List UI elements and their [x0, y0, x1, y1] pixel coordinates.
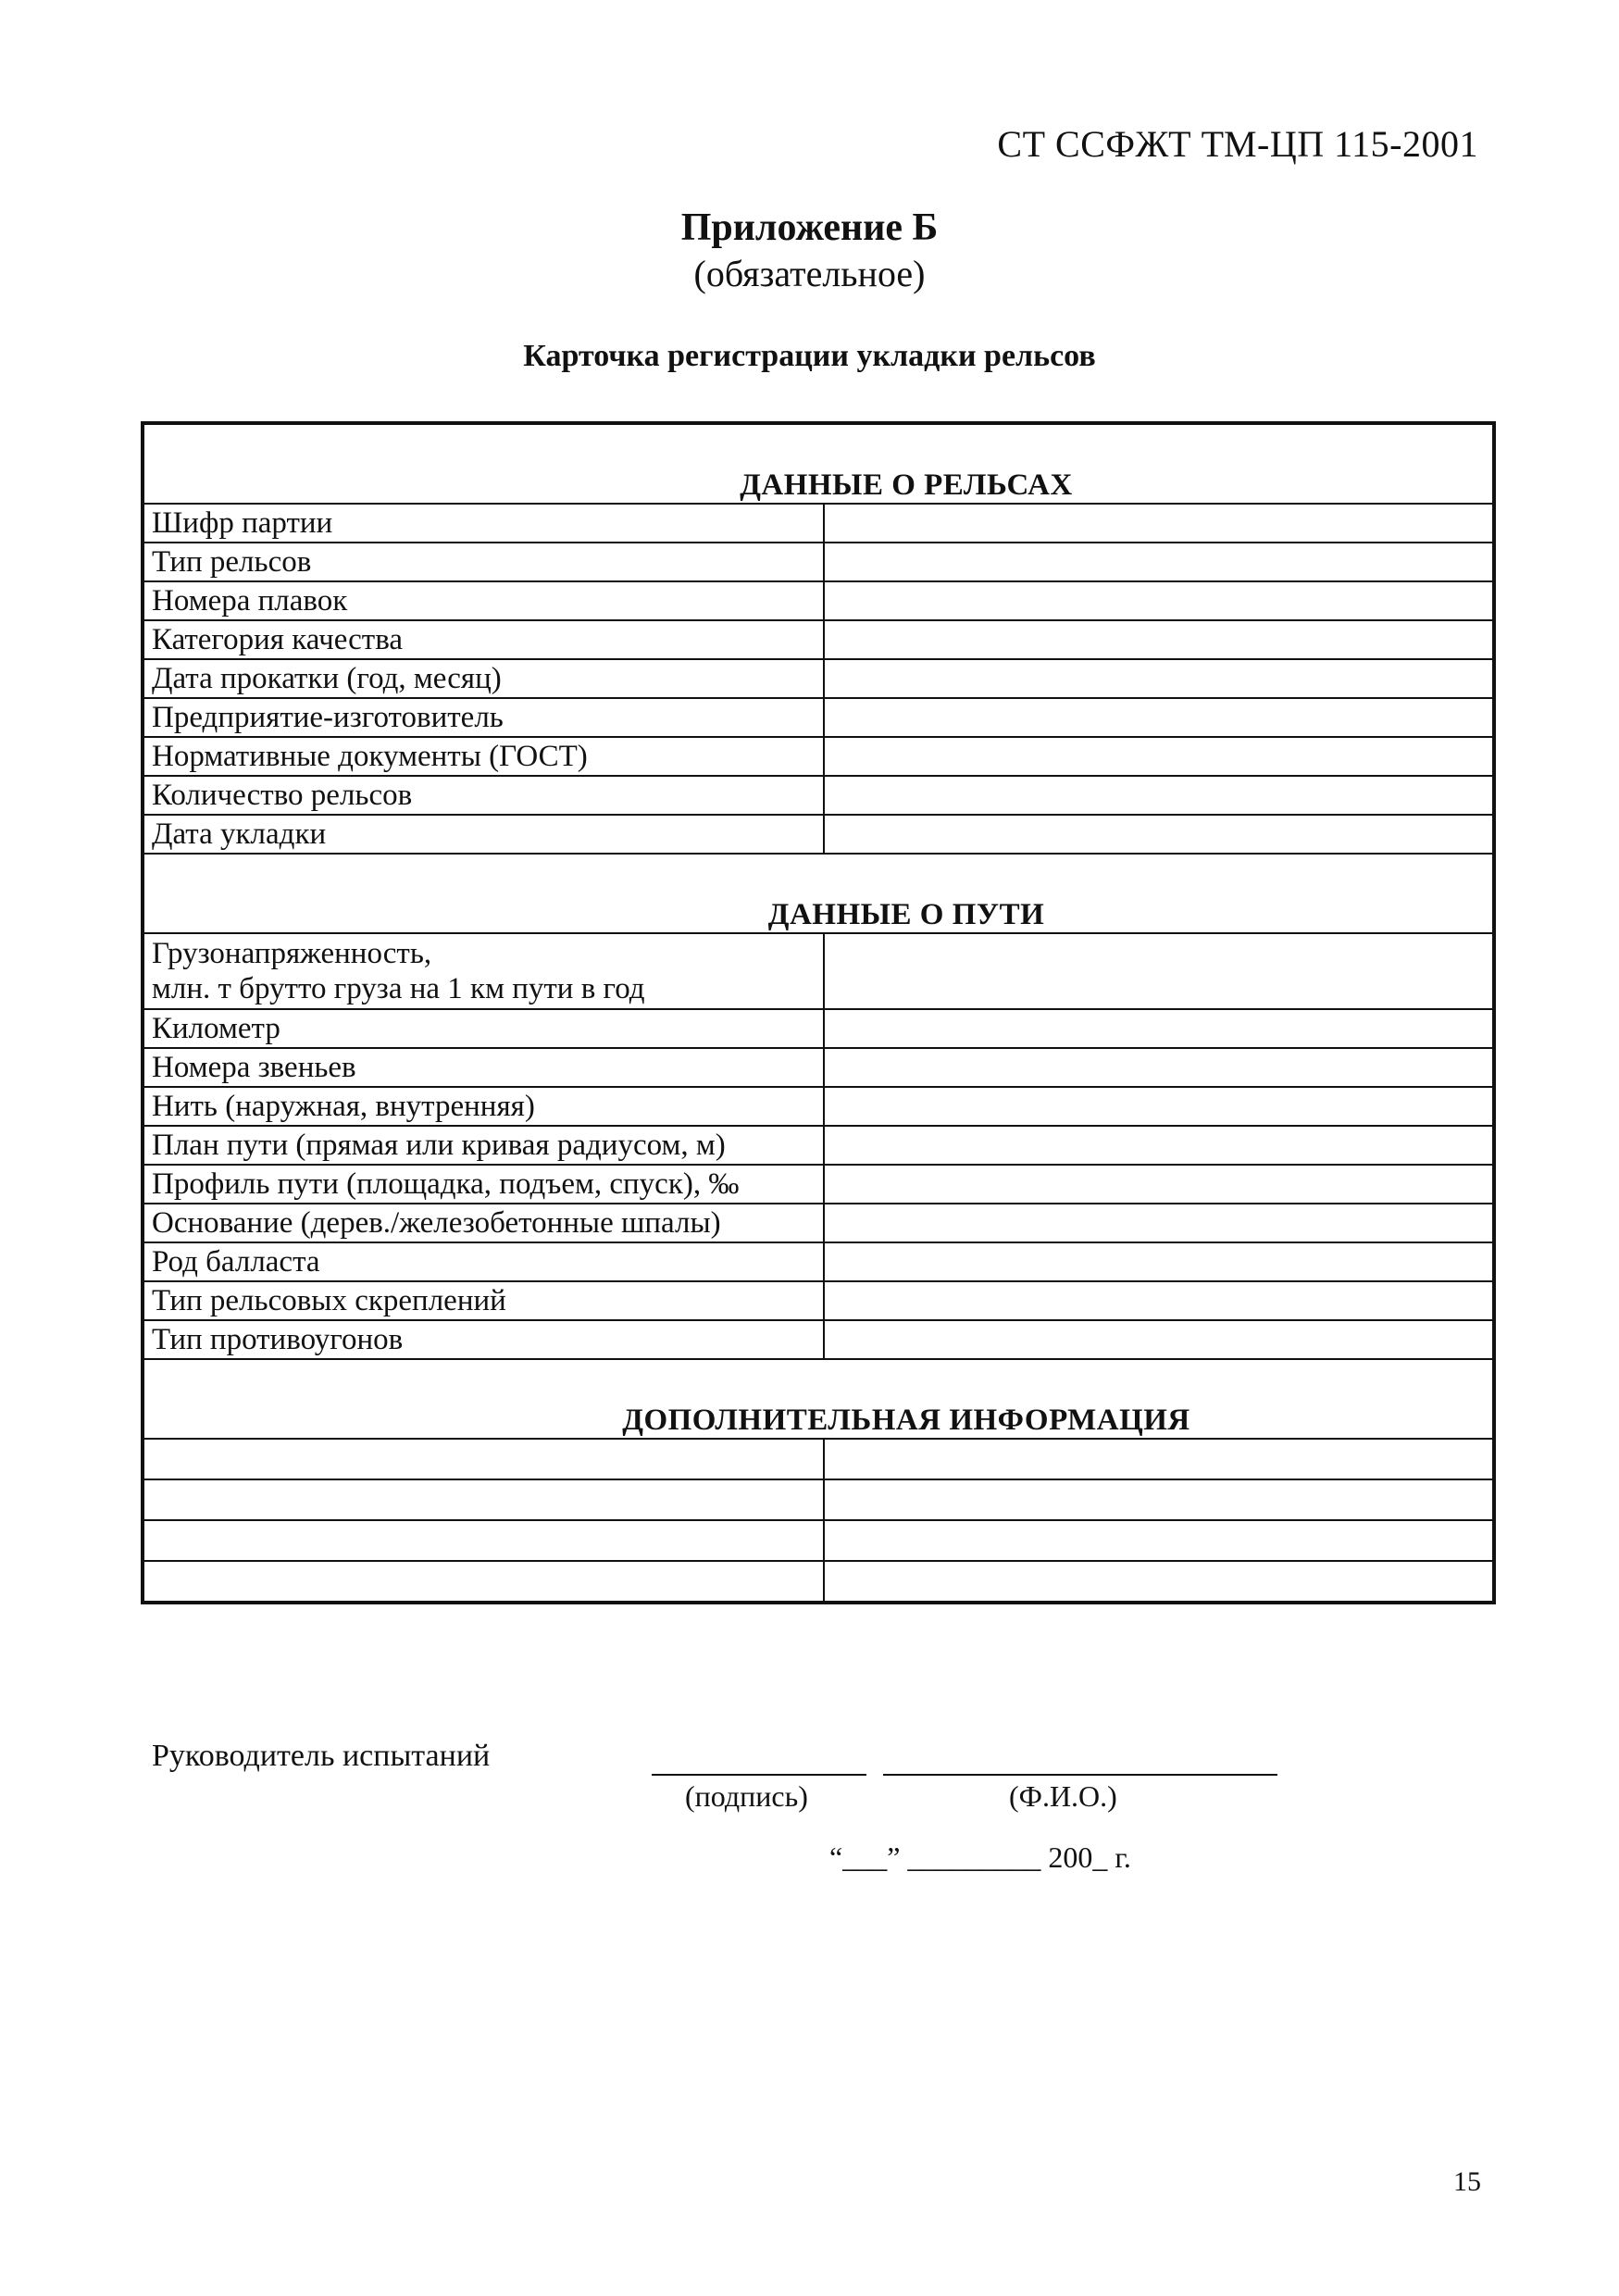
page-number: 15 — [1453, 2166, 1481, 2197]
blank-cell[interactable] — [143, 1520, 824, 1561]
blank-cell[interactable] — [824, 1520, 1494, 1561]
form-row — [143, 659, 1494, 698]
field-value-cell[interactable] — [824, 1009, 1494, 1048]
field-label-tonnage — [143, 933, 824, 1009]
section-header-additional — [143, 1359, 1494, 1439]
name-line[interactable] — [883, 1774, 1277, 1776]
blank-cell[interactable] — [143, 1561, 824, 1603]
form-row — [143, 1204, 1494, 1242]
field-label: Дата прокатки (год, месяц) — [143, 659, 824, 698]
name-caption: (Ф.И.О.) — [1009, 1779, 1117, 1813]
field-label: Номера плавок — [143, 581, 824, 620]
section-heading-additional: ДОПОЛНИТЕЛЬНАЯ ИНФОРМАЦИЯ — [143, 1359, 1494, 1439]
field-label: Тип противоугонов — [143, 1320, 824, 1359]
field-value-cell[interactable] — [824, 1320, 1494, 1359]
field-label: Тип рельсов — [143, 543, 824, 581]
field-value-cell[interactable] — [824, 698, 1494, 737]
form-row — [143, 1009, 1494, 1048]
blank-row — [143, 1439, 1494, 1479]
form-row — [143, 581, 1494, 620]
appendix-subtitle: (обязательное) — [693, 253, 926, 294]
tonnage-label-line2: млн. т брутто груза на 1 км пути в год — [152, 972, 645, 1005]
field-value-cell[interactable] — [824, 1048, 1494, 1087]
form-row — [143, 698, 1494, 737]
field-value-cell[interactable] — [824, 776, 1494, 815]
field-label: Предприятие-изготовитель — [143, 698, 824, 737]
registration-form-table — [141, 421, 1496, 1604]
field-label: Нить (наружная, внутренняя) — [143, 1087, 824, 1126]
section-header-track — [143, 854, 1494, 933]
blank-cell[interactable] — [143, 1439, 824, 1479]
field-label: Тип рельсовых скреплений — [143, 1281, 824, 1320]
form-row — [143, 737, 1494, 776]
signature-caption: (подпись) — [685, 1779, 808, 1813]
blank-row — [143, 1520, 1494, 1561]
field-label: Профиль пути (площадка, подъем, спуск), ‰ — [143, 1165, 824, 1204]
field-value-cell[interactable] — [824, 543, 1494, 581]
field-label: Километр — [143, 1009, 824, 1048]
field-label: Количество рельсов — [143, 776, 824, 815]
form-row — [143, 1320, 1494, 1359]
field-label: Род балласта — [143, 1242, 824, 1281]
field-value-cell[interactable] — [824, 933, 1494, 1009]
field-value-cell[interactable] — [824, 581, 1494, 620]
field-label: План пути (прямая или кривая радиусом, м) — [143, 1126, 824, 1165]
field-label: Нормативные документы (ГОСТ) — [143, 737, 824, 776]
field-value-cell[interactable] — [824, 815, 1494, 854]
field-value-cell[interactable] — [824, 1242, 1494, 1281]
field-value-cell[interactable] — [824, 1165, 1494, 1204]
form-row — [143, 815, 1494, 854]
form-row — [143, 543, 1494, 581]
blank-cell[interactable] — [824, 1439, 1494, 1479]
field-label: Категория качества — [143, 620, 824, 659]
date-field: “___” _________ 200_ г. — [829, 1841, 1131, 1874]
field-label: Дата укладки — [143, 815, 824, 854]
form-row — [143, 504, 1494, 543]
form-row — [143, 1165, 1494, 1204]
appendix-title: Приложение Б — [680, 206, 939, 249]
blank-cell[interactable] — [824, 1561, 1494, 1603]
field-value-cell[interactable] — [824, 1281, 1494, 1320]
blank-row — [143, 1561, 1494, 1603]
document-code: СТ ССФЖТ ТМ-ЦП 115-2001 — [997, 123, 1478, 165]
field-value-cell[interactable] — [824, 659, 1494, 698]
field-value-cell[interactable] — [824, 504, 1494, 543]
form-row-tonnage — [143, 933, 1494, 1009]
form-row — [143, 1048, 1494, 1087]
form-row — [143, 776, 1494, 815]
blank-cell[interactable] — [824, 1479, 1494, 1520]
blank-row — [143, 1479, 1494, 1520]
field-value-cell[interactable] — [824, 620, 1494, 659]
signer-role: Руководитель испытаний — [152, 1739, 491, 1773]
field-value-cell[interactable] — [824, 1126, 1494, 1165]
field-label: Шифр партии — [143, 504, 824, 543]
form-row — [143, 1087, 1494, 1126]
field-value-cell[interactable] — [824, 737, 1494, 776]
field-label: Основание (дерев./железобетонные шпалы) — [143, 1204, 824, 1242]
section-heading-track: ДАННЫЕ О ПУТИ — [143, 854, 1494, 933]
section-header-rails — [143, 423, 1494, 504]
tonnage-label-line1: Грузонапряженность, — [152, 937, 432, 970]
blank-cell[interactable] — [143, 1479, 824, 1520]
form-row — [143, 1281, 1494, 1320]
field-value-cell[interactable] — [824, 1204, 1494, 1242]
field-value-cell[interactable] — [824, 1087, 1494, 1126]
section-heading-rails: ДАННЫЕ О РЕЛЬСАХ — [143, 423, 1494, 504]
card-title: Карточка регистрации укладки рельсов — [523, 339, 1096, 373]
form-row — [143, 1126, 1494, 1165]
signature-line[interactable] — [652, 1774, 866, 1776]
field-label: Номера звеньев — [143, 1048, 824, 1087]
form-row — [143, 1242, 1494, 1281]
form-row — [143, 620, 1494, 659]
